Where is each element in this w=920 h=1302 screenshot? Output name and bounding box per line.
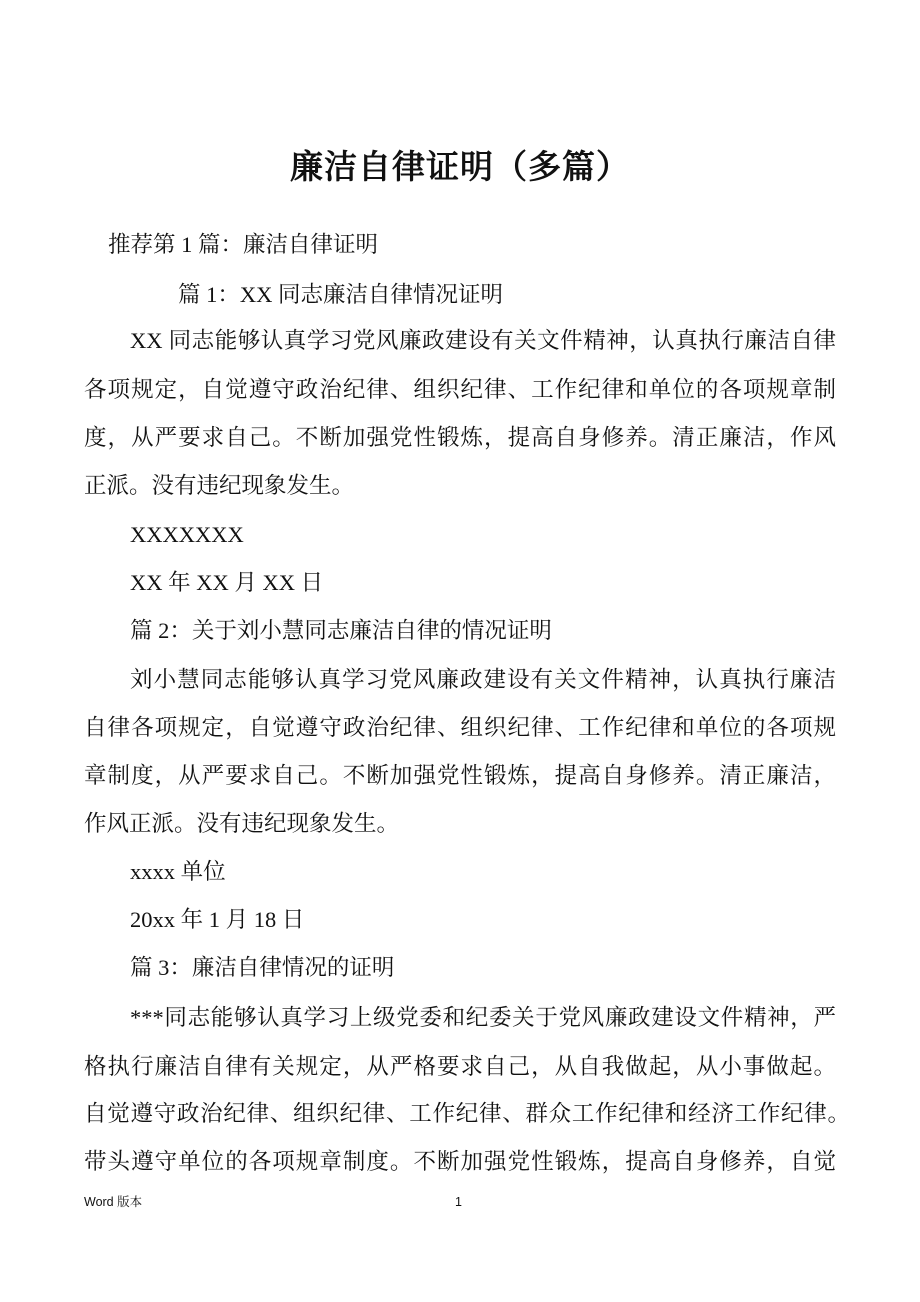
section-heading: 篇 3：廉洁自律情况的证明: [130, 955, 395, 980]
signature: xxxx 单位: [130, 859, 226, 884]
paragraph-line: 章制度，从严要求自己。不断加强党性锻炼，提高自身修养。清正廉洁，: [84, 763, 836, 788]
paragraph-line: 作风正派。没有违纪现象发生。: [84, 811, 400, 836]
paragraph-line: 带头遵守单位的各项规章制度。不断加强党性锻炼，提高自身修养，自觉: [84, 1149, 836, 1174]
date: 20xx 年 1 月 18 日: [130, 907, 305, 932]
paragraph-line: 正派。没有违纪现象发生。: [84, 473, 355, 498]
recommend-heading: 推荐第 1 篇：廉洁自律证明: [108, 232, 379, 257]
signature: XXXXXXX: [130, 522, 244, 547]
footer-label: Word 版本: [84, 1195, 143, 1209]
paragraph-line: ***同志能够认真学习上级党委和纪委关于党风廉政建设文件精神，严: [130, 1005, 836, 1030]
document-title: 廉洁自律证明（多篇）: [290, 150, 630, 186]
paragraph-line: 自律各项规定，自觉遵守政治纪律、组织纪律、工作纪律和单位的各项规: [84, 715, 836, 740]
section-heading: 篇 1：XX 同志廉洁自律情况证明: [178, 282, 503, 307]
paragraph-line: XX 同志能够认真学习党风廉政建设有关文件精神，认真执行廉洁自律: [130, 328, 836, 353]
paragraph-line: 刘小慧同志能够认真学习党风廉政建设有关文件精神，认真执行廉洁: [130, 667, 836, 692]
date: XX 年 XX 月 XX 日: [130, 570, 324, 595]
paragraph-line: 各项规定，自觉遵守政治纪律、组织纪律、工作纪律和单位的各项规章制: [84, 377, 836, 402]
paragraph-line: 格执行廉洁自律有关规定，从严格要求自己，从自我做起，从小事做起。: [84, 1054, 836, 1079]
paragraph-line: 度，从严要求自己。不断加强党性锻炼，提高自身修养。清正廉洁，作风: [84, 425, 836, 450]
page-number: 1: [455, 1195, 462, 1209]
paragraph-line: 自觉遵守政治纪律、组织纪律、工作纪律、群众工作纪律和经济工作纪律。: [84, 1101, 850, 1126]
section-heading: 篇 2：关于刘小慧同志廉洁自律的情况证明: [130, 618, 552, 643]
